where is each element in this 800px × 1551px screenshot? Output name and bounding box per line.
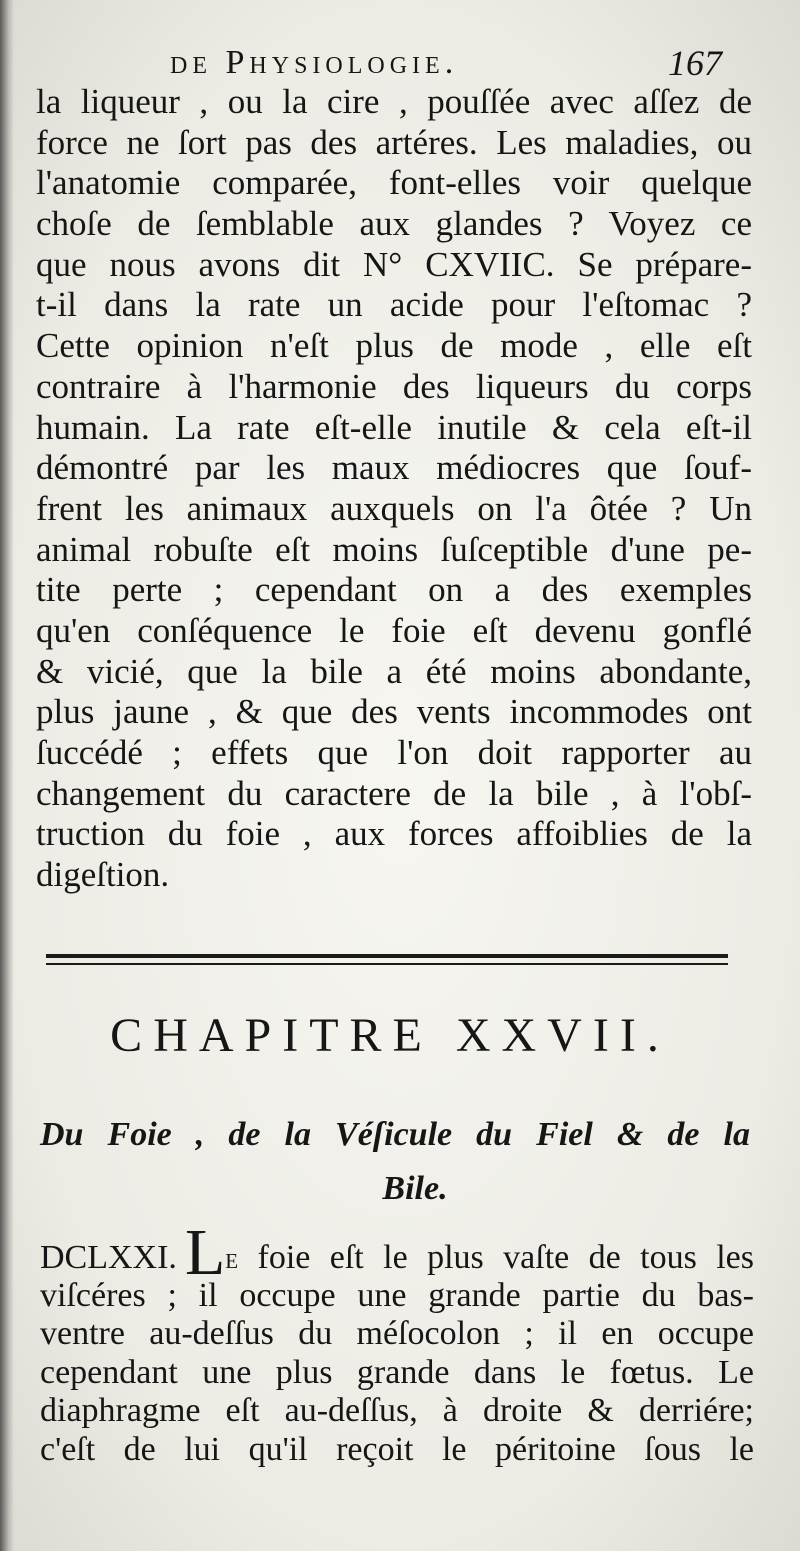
subtitle-line: Du Foie , de la Véſicule du Fiel & de la xyxy=(40,1116,750,1153)
chapter-subtitle xyxy=(40,1108,750,1216)
text-line: & vicié, que la bile a été moins abondante, xyxy=(36,651,752,691)
first-line-text: foie eſt le plus vaſte de tous les xyxy=(238,1239,754,1276)
text-line: la liqueur , ou la cire , pouſſée avec aſſez de xyxy=(36,82,752,121)
text-line: ventre au-deſſus du méſocolon ; il en occupe xyxy=(40,1315,754,1353)
drop-cap: L xyxy=(184,1216,226,1289)
text-line: humain. La rate eſt-elle inutile & cela eſt-il xyxy=(36,407,752,447)
text-line: l'anatomie comparée, font-elles voir quelque xyxy=(36,163,752,203)
drop-cap-continuation: e xyxy=(225,1242,239,1275)
text-line: que nous avons dit N° CXVIIC. Se prépare- xyxy=(36,244,752,284)
text-line: qu'en conſéquence le foie eſt devenu gonflé xyxy=(36,610,752,650)
chapter-title: CHAPITRE XXVII. xyxy=(110,1009,670,1062)
section-number: DCLXXI. xyxy=(40,1239,177,1276)
text-line: cependant une plus grande dans le fœtus. Le xyxy=(40,1353,754,1391)
page-edge-shadow xyxy=(0,0,14,1551)
text-line: digeſtion. xyxy=(36,855,170,895)
text-line: c'eſt de lui qu'il reçoit le péritoine ſous le xyxy=(40,1430,754,1468)
text-line: diaphragme eſt au-deſſus, à droite & derriére; xyxy=(40,1392,754,1430)
first-line xyxy=(40,1216,754,1289)
paragraph-continued xyxy=(36,82,752,896)
running-title: de Physiologie. xyxy=(170,44,459,81)
text-line: force ne ſort pas des artéres. Les maladies, ou xyxy=(36,122,752,162)
text-line: choſe de ſemblable aux glandes ? Voyez ce xyxy=(36,204,752,244)
text-line: animal robuſte eſt moins ſuſceptible d'une pe- xyxy=(36,529,752,569)
text-line: plus jaune , & que des vents incommodes ont xyxy=(36,692,752,732)
text-line: Cette opinion n'eſt plus de mode , elle eſt xyxy=(36,326,752,366)
subtitle-line: Bile. xyxy=(382,1170,448,1207)
text-line: contraire à l'harmonie des liqueurs du corps xyxy=(36,366,752,406)
text-line: changement du caractere de la bile , à l'obſ- xyxy=(36,773,752,813)
section-paragraph xyxy=(40,1216,754,1470)
text-line: truction du foie , aux forces affoiblies de la xyxy=(36,814,752,854)
text-line: démontré par les maux médiocres que ſouf- xyxy=(36,448,752,488)
text-line: viſcéres ; il occupe une grande partie du bas- xyxy=(40,1276,754,1314)
text-line: t-il dans la rate un acide pour l'eſtomac ? xyxy=(36,285,752,325)
page-number: 167 xyxy=(668,43,722,83)
text-line: tite perte ; cependant on a des exemples xyxy=(36,570,752,610)
section-rule-thin xyxy=(46,963,728,965)
text-line: frent les animaux auxquels on l'a ôtée ? Un xyxy=(36,488,752,528)
section-rule-thick xyxy=(46,954,728,958)
text-line: ſuccédé ; effets que l'on doit rapporter au xyxy=(36,733,752,772)
